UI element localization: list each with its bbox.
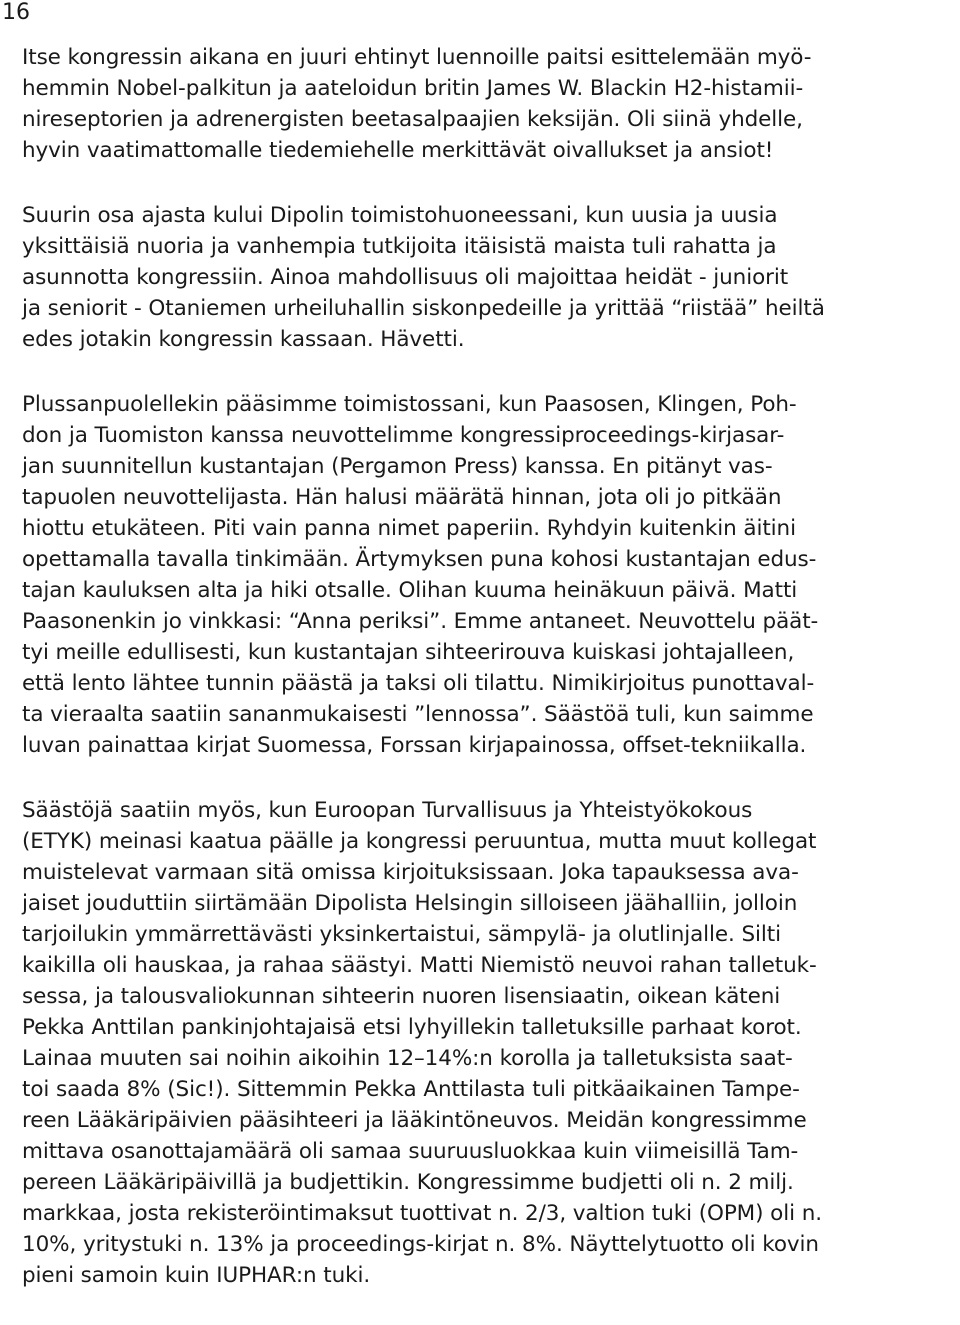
text-line: tapuolen neuvottelijasta. Hän halusi määrätä hinnan, jota oli jo pitkään (22, 485, 782, 510)
text-line: ta vieraalta saatiin sananmukaisesti ”lennossa”. Säästöä tuli, kun saimme (22, 702, 814, 727)
document-body (22, 42, 956, 1325)
text-line: nireseptorien ja adrenergisten beetasalpaajien keksijän. Oli siinä yhdelle, (22, 107, 803, 132)
text-line: sessa, ja talousvaliokunnan sihteerin nuoren lisensiaatin, oikean käteni (22, 984, 781, 1009)
text-line: Paasonenkin jo vinkkasi: “Anna periksi”. Emme antaneet. Neuvottelu päät- (22, 609, 819, 634)
text-line: hiottu etukäteen. Piti vain panna nimet paperiin. Ryhdyin kuitenkin äitini (22, 516, 796, 541)
text-line: mittava osanottajamäärä oli samaa suuruusluokkaa kuin viimeisillä Tam- (22, 1139, 799, 1164)
paragraph (22, 42, 956, 166)
text-line: tajan kauluksen alta ja hiki otsalle. Olihan kuuma heinäkuun päivä. Matti (22, 578, 798, 603)
text-line: hemmin Nobel-palkitun ja aateloidun britin James W. Blackin H2-histamii- (22, 76, 804, 101)
paragraph (22, 795, 956, 1291)
text-line: edes jotakin kongressin kassaan. Hävetti. (22, 327, 465, 352)
text-line: Lainaa muuten sai noihin aikoihin 12–14%:n korolla ja talletuksista saat- (22, 1046, 793, 1071)
text-line: tarjoilukin ymmärrettävästi yksinkertaistui, sämpylä- ja olutlinjalle. Silti (22, 922, 782, 947)
text-line: muistelevat varmaan sitä omissa kirjoituksissaan. Joka tapauksessa ava- (22, 860, 799, 885)
text-line: hyvin vaatimattomalle tiedemiehelle merkittävät oivallukset ja ansiot! (22, 138, 774, 163)
text-line: ja seniorit - Otaniemen urheiluhallin siskonpedeille ja yrittää “riistää” heiltä (22, 296, 825, 321)
text-line: don ja Tuomiston kanssa neuvottelimme kongressiproceedings-kirjasar- (22, 423, 785, 448)
text-line: Säästöjä saatiin myös, kun Euroopan Turvallisuus ja Yhteistyökokous (22, 798, 753, 823)
text-line: Plussanpuolellekin pääsimme toimistossani, kun Paasosen, Klingen, Poh- (22, 392, 797, 417)
text-line: jaiset jouduttiin siirtämään Dipolista Helsingin silloiseen jäähalliin, jolloin (22, 891, 798, 916)
text-line: tyi meille edullisesti, kun kustantajan sihteerirouva kuiskasi johtajalleen, (22, 640, 795, 665)
text-line: Itse kongressin aikana en juuri ehtinyt luennoille paitsi esittelemään myö- (22, 45, 812, 70)
text-line: kaikilla oli hauskaa, ja rahaa säästyi. Matti Niemistö neuvoi rahan talletuk- (22, 953, 817, 978)
text-line: asunnotta kongressiin. Ainoa mahdollisuus oli majoittaa heidät - juniorit (22, 265, 789, 290)
text-line: opettamalla tavalla tinkimään. Ärtymyksen puna kohosi kustantajan edus- (22, 547, 817, 572)
text-line: reen Lääkäripäivien pääsihteeri ja lääkintöneuvos. Meidän kongressimme (22, 1108, 807, 1133)
text-line: jan suunnitellun kustantajan (Pergamon Press) kanssa. En pitänyt vas- (22, 454, 773, 479)
text-line: markkaa, josta rekisteröintimaksut tuottivat n. 2/3, valtion tuki (OPM) oli n. (22, 1201, 822, 1226)
text-line: Suurin osa ajasta kului Dipolin toimistohuoneessani, kun uusia ja uusia (22, 203, 778, 228)
paragraph (22, 389, 956, 761)
text-line: yksittäisiä nuoria ja vanhempia tutkijoita itäisistä maista tuli rahatta ja (22, 234, 777, 259)
text-line: (ETYK) meinasi kaatua päälle ja kongressi peruuntua, mutta muut kollegat (22, 829, 817, 854)
text-line: pereen Lääkäripäivillä ja budjettikin. Kongressimme budjetti oli n. 2 milj. (22, 1170, 794, 1195)
text-line: pieni samoin kuin IUPHAR:n tuki. (22, 1263, 371, 1288)
text-line: Pekka Anttilan pankinjohtajaisä etsi lyhyillekin talletuksille parhaat korot. (22, 1015, 802, 1040)
text-line: toi saada 8% (Sic!). Sittemmin Pekka Anttilasta tuli pitkäaikainen Tampe- (22, 1077, 800, 1102)
paragraph (22, 200, 956, 355)
text-line: että lento lähtee tunnin päästä ja taksi oli tilattu. Nimikirjoitus punottaval- (22, 671, 815, 696)
page-number: 16 (2, 0, 30, 25)
text-line: 10%, yritystuki n. 13% ja proceedings-kirjat n. 8%. Näyttelytuotto oli kovin (22, 1232, 819, 1257)
text-line: luvan painattaa kirjat Suomessa, Forssan kirjapainossa, offset-tekniikalla. (22, 733, 807, 758)
